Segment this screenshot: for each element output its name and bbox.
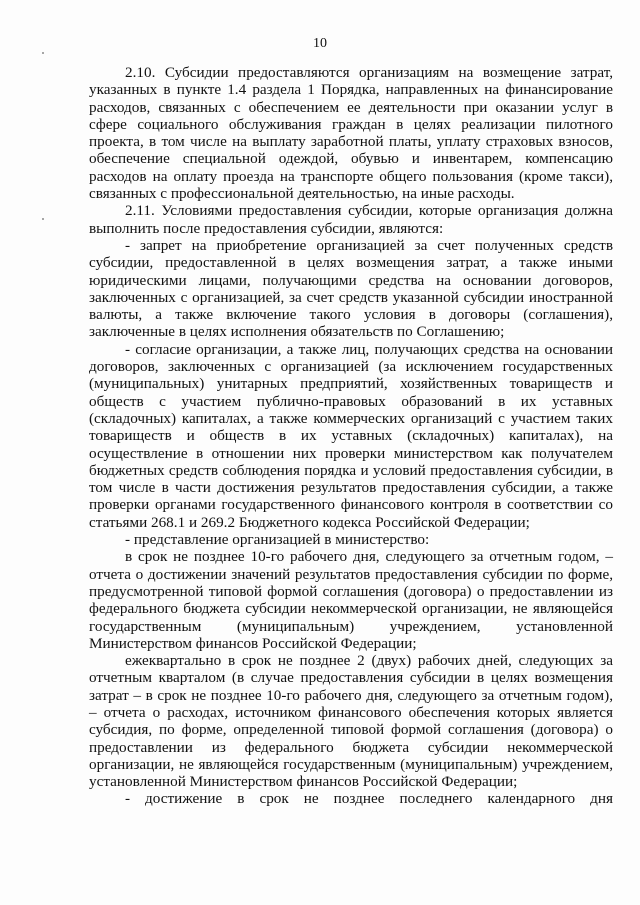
reporting-quarterly: ежеквартально в срок не позднее 2 (двух) рабочих дней, следующих за отчетным кварталом (в случае предоставления субсидии в целях возмещения затрат – в срок не позднее 10-го рабочего дня, следующего за отчетным годом), – отчета о расходах, источником финансового обеспечения которых является субсидия, по форме, определенной типовой формой соглашения (договора) о предоставлении из федерального бюджета субсидии некоммерческой организации, не являющейся государственным (муниципальным) учреждением, установленной Министерством финансов Российской Федерации; bbox=[89, 652, 613, 791]
document-body bbox=[89, 64, 613, 808]
scan-mark bbox=[42, 52, 44, 54]
condition-currency-ban: - запрет на приобретение организацией за счет полученных средств субсидии, предоставленной в целях возмещения затрат, а также иными юридическими лицами, получающими средства на основании договоров, заключенных с организацией, за счет средств указанной субсидии иностранной валюты, а также включение такого условия в договоры (соглашения), заключенные в целях исполнения обязательств по Соглашению; bbox=[89, 236, 613, 341]
condition-audit-consent: - согласие организации, а также лиц, получающих средства на основании договоров, заключенных с организацией (за исключением государственных (муниципальных) унитарных предприятий, хозяйственных товариществ и обществ с участием публично-правовых образований в их уставных (складочных) капиталах, а также коммерческих организаций с участием таких товариществ и обществ в их уставных (складочных) капиталах), на осуществление в отношении них проверки министерством как получателем бюджетных средств соблюдения порядка и условий предоставления субсидии, в том числе в части достижения результатов предоставления субсидии, а также проверки органами государственного финансового контроля в соответствии со статьями 268.1 и 269.2 Бюджетного кодекса Российской Федерации; bbox=[89, 340, 613, 531]
condition-achievement: - достижение в срок не позднее последнего календарного дня bbox=[125, 790, 613, 808]
scan-mark bbox=[42, 218, 44, 220]
condition-reporting: - представление организацией в министерство: bbox=[125, 531, 430, 549]
paragraph-2-11: 2.11. Условиями предоставления субсидии, которые организация должна выполнить после предоставления субсидии, являются: bbox=[89, 202, 613, 237]
page-number: 10 bbox=[313, 36, 327, 51]
reporting-annual: в срок не позднее 10-го рабочего дня, следующего за отчетным годом, – отчета о достижении значений результатов предоставления субсидии по форме, предусмотренной типовой формой соглашения (договора) о предоставлении из федерального бюджета субсидии некоммерческой организации, не являющейся государственным (муниципальным) учреждением, установленной Министерством финансов Российской Федерации; bbox=[89, 548, 613, 652]
paragraph-2-10: 2.10. Субсидии предоставляются организациям на возмещение затрат, указанных в пункте 1.4 раздела 1 Порядка, направленных на финансирование расходов, связанных с обеспечением ее деятельности при оказании услуг в сфере социального обслуживания граждан в целях реализации пилотного проекта, в том числе на выплату заработной платы, уплату страховых взносов, обеспечение специальной одеждой, обувью и инвентарем, компенсацию расходов на оплату проезда на транспорте общего пользования (кроме такси), связанных с профессиональной деятельностью, на иные расходы. bbox=[89, 64, 613, 203]
